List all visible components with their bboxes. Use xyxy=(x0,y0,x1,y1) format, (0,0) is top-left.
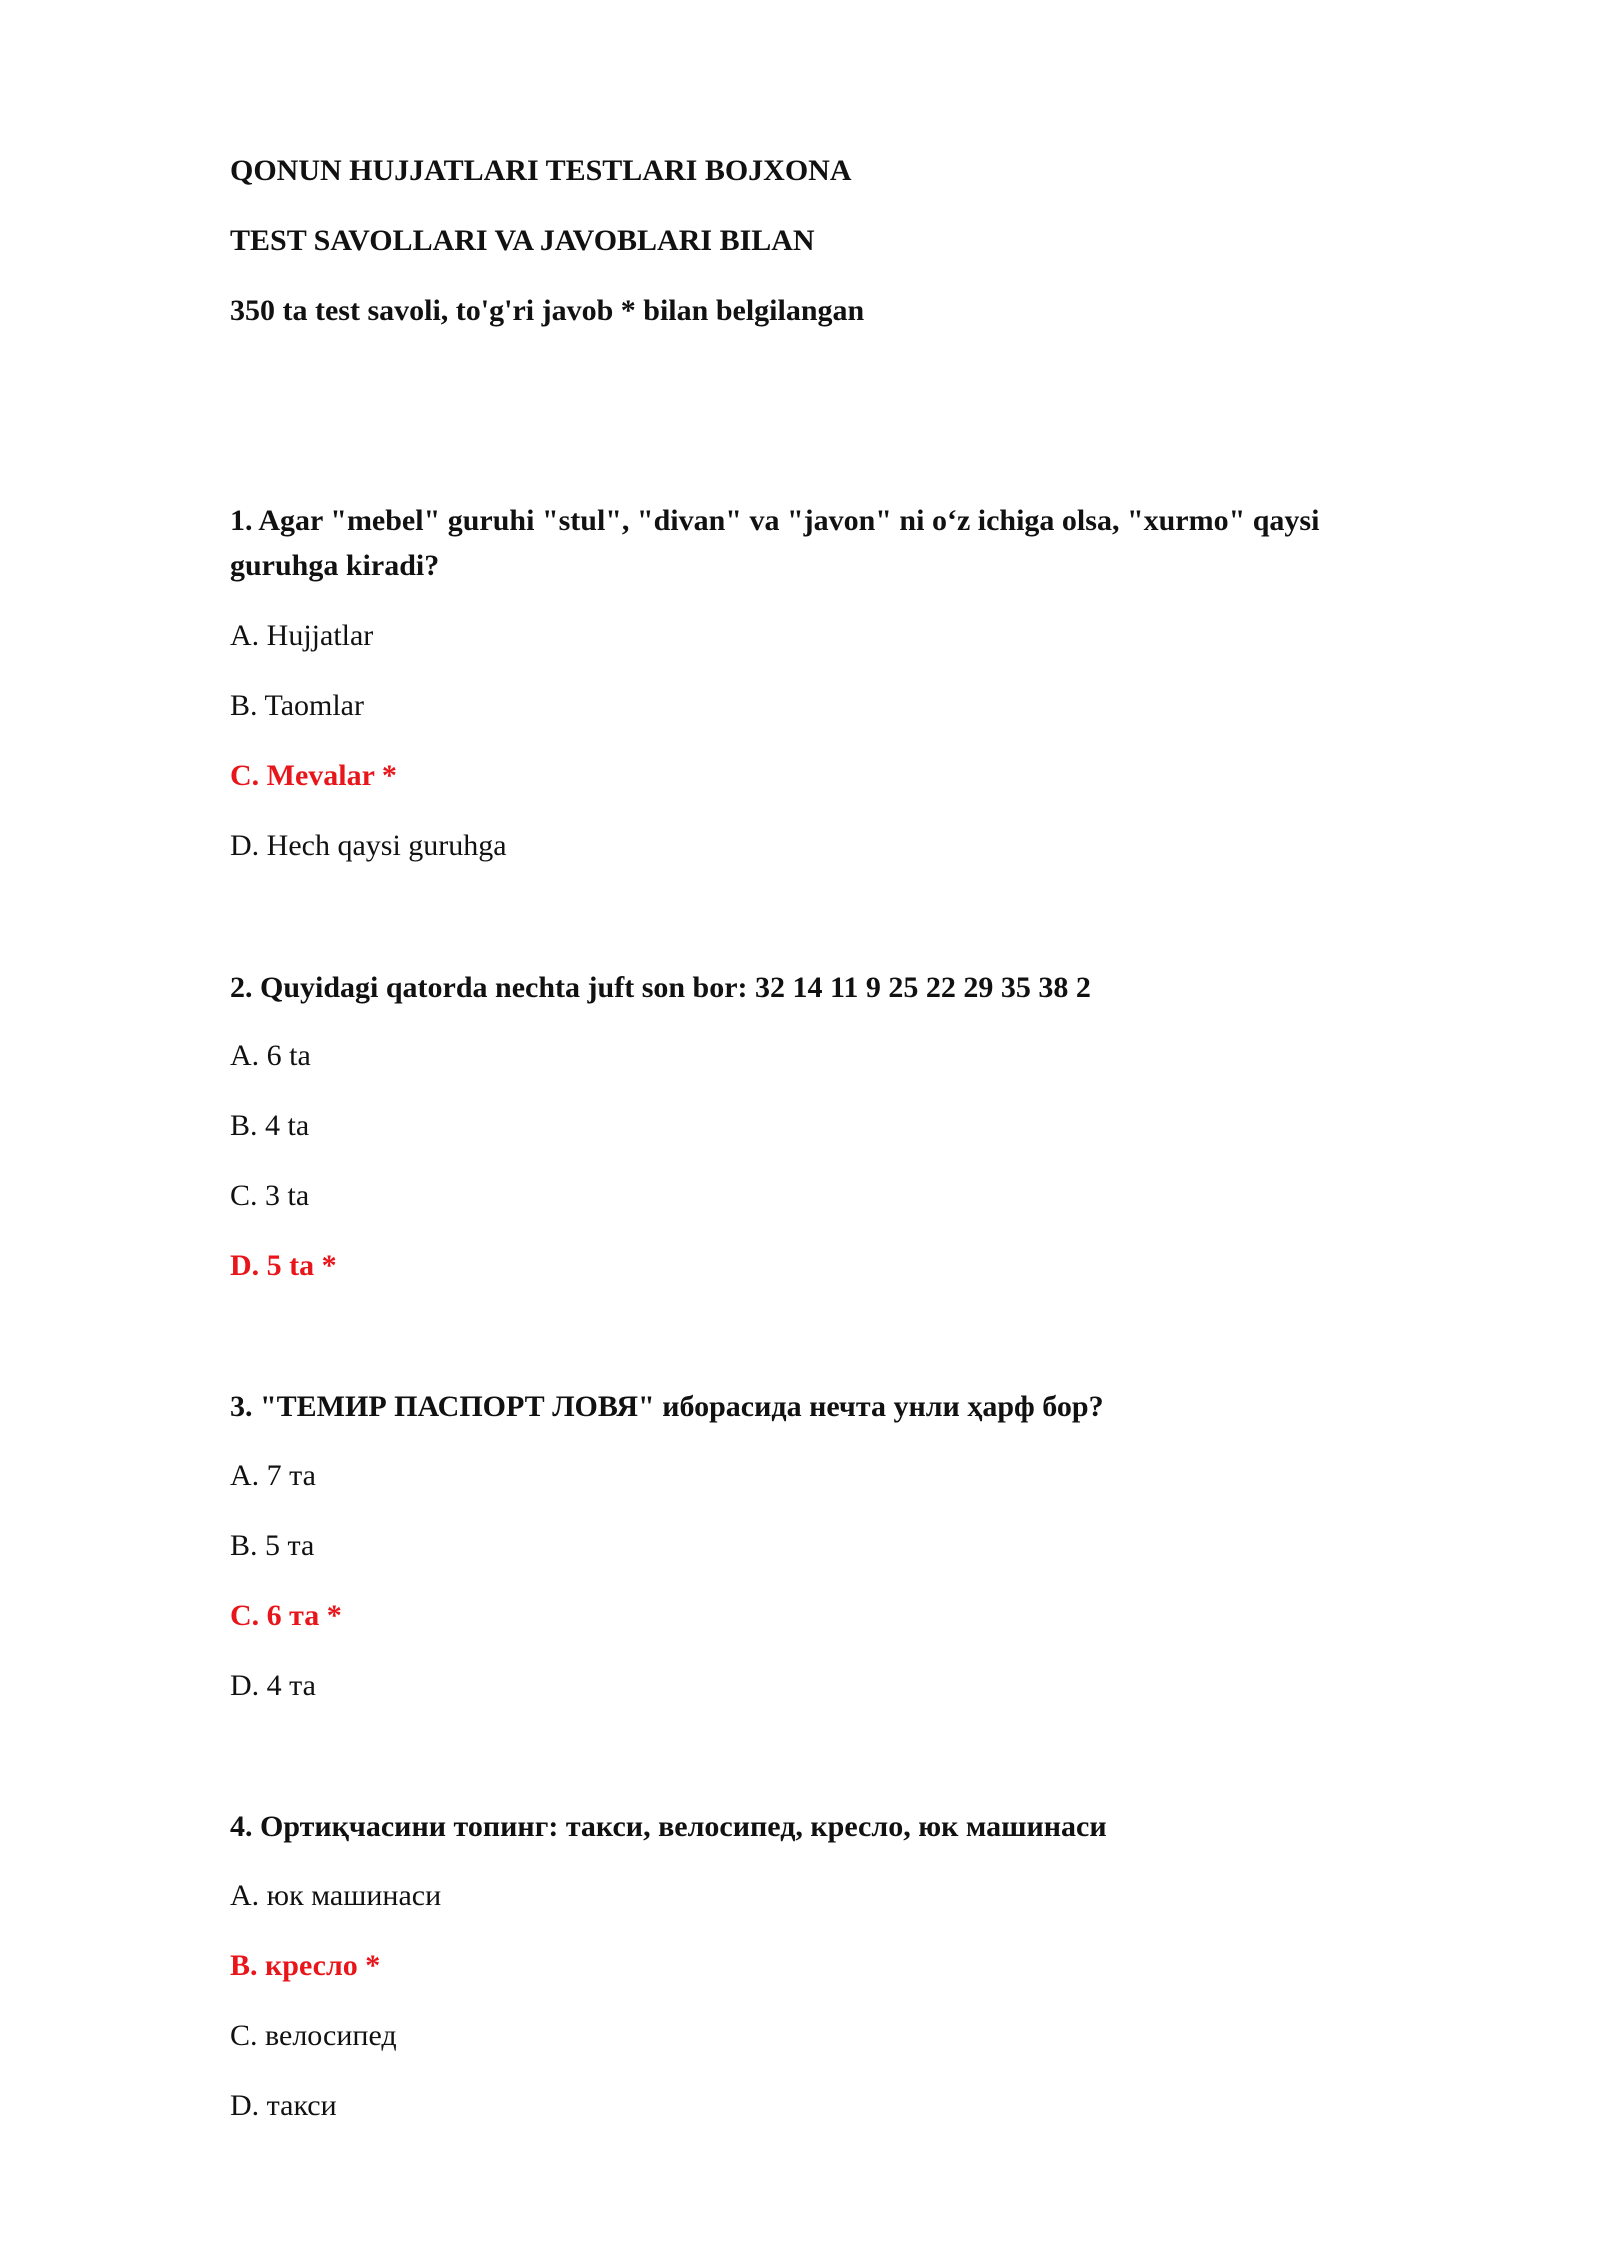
q2-option-a: A. 6 ta xyxy=(230,1039,311,1072)
q4-option-a: A. юк машинаси xyxy=(230,1879,442,1912)
q3-option-d: D. 4 та xyxy=(230,1669,316,1702)
question-text: 1. Agar "mebel" guruhi "stul", "divan" va "javon" ni o‘z ichiga olsa, "xurmo" qaysi guruhga kiradi? xyxy=(230,504,1320,582)
q2-option-b: B. 4 ta xyxy=(230,1109,310,1142)
question-4 xyxy=(230,1804,1430,1849)
document-title: QONUN HUJJATLARI TESTLARI BOJXONA xyxy=(230,154,852,187)
q3-option-a: A. 7 та xyxy=(230,1459,316,1492)
q1-option-a: A. Hujjatlar xyxy=(230,619,374,652)
document-subtitle: TEST SAVOLLARI VA JAVOBLARI BILAN xyxy=(230,224,815,257)
q1-option-c-correct: C. Mevalar * xyxy=(230,759,397,792)
q1-option-b: B. Taomlar xyxy=(230,689,364,722)
q2-option-d-correct: D. 5 ta * xyxy=(230,1249,337,1282)
q4-option-c: C. велосипед xyxy=(230,2019,397,2052)
q3-option-b: B. 5 та xyxy=(230,1529,315,1562)
q1-option-d: D. Hech qaysi guruhga xyxy=(230,829,507,862)
document-note: 350 ta test savoli, to'g'ri javob * bilan belgilangan xyxy=(230,294,865,327)
question-text: 3. "ТЕМИР ПАСПОРТ ЛОВЯ" иборасида нечта унли ҳарф бор? xyxy=(230,1390,1104,1423)
question-text: 4. Ортиқчасини топинг: такси, велосипед, кресло, юк машинаси xyxy=(230,1810,1107,1843)
q4-option-b-correct: B. кресло * xyxy=(230,1949,381,1982)
q2-option-c: C. 3 ta xyxy=(230,1179,310,1212)
question-2 xyxy=(230,965,1430,1010)
q3-option-c-correct: C. 6 та * xyxy=(230,1599,342,1632)
q4-option-d: D. такси xyxy=(230,2089,337,2122)
question-text: 2. Quyidagi qatorda nechta juft son bor: 32 14 11 9 25 22 29 35 38 2 xyxy=(230,971,1091,1004)
question-3 xyxy=(230,1384,1430,1429)
question-1 xyxy=(230,498,1430,588)
